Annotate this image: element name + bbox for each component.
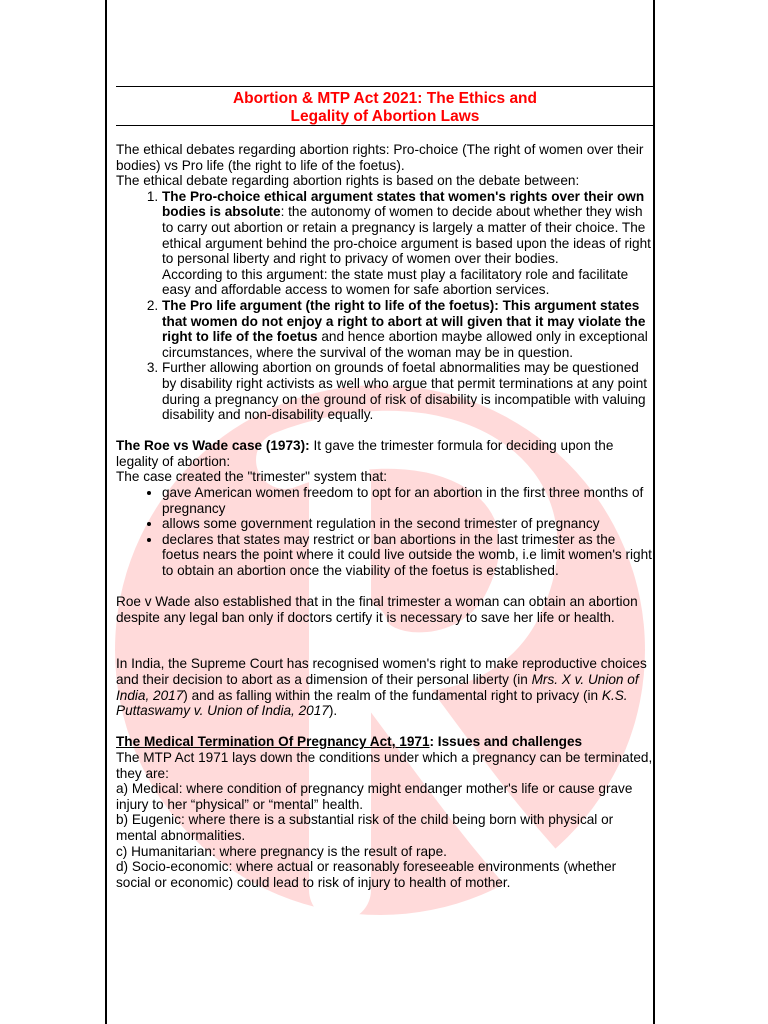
mtp-heading-rest: : Issues and challenges [429, 734, 583, 750]
argument-pro-life-text: and hence abortion maybe allowed only in exceptional circumstances, where the survival of the woman may be in question. [162, 329, 648, 360]
mtp-heading [116, 734, 654, 750]
mtp-condition-medical: a) Medical: where condition of pregnancy might endanger mother's life or cause grave injury to her “physical” or “mental” health. [116, 781, 633, 812]
india-case-2: K.S. Puttaswamy v. Union of India, 2017 [116, 687, 628, 719]
page-border-left [105, 0, 107, 1024]
argument-pro-life-bold: The Pro life argument (the right to life of the foetus): This argument states that women do not enjoy a right to abort at will given that it may violate the right to life of the foetus [162, 297, 646, 345]
ethical-arguments-list [116, 189, 654, 423]
mtp-condition-socio-economic: d) Socio-economic: where actual or reasonably foreseeable environments (whether social or economic) could lead to risk of injury to health of mother. [116, 859, 617, 890]
argument-pro-life [162, 298, 654, 360]
argument-disability-text: Further allowing abortion on grounds of foetal abnormalities may be questioned by disability right activists as well who argue that permit terminations at any point during a pregnancy on the ground of risk of disability is incompatible with valuing disability and non-disability equally. [162, 360, 648, 423]
title-line-2: Legality of Abortion Laws [290, 107, 480, 125]
spacer [116, 719, 654, 735]
roe-heading-bold: The Roe vs Wade case (1973): [116, 438, 310, 454]
intro-paragraph-1: The ethical debates regarding abortion rights: Pro-choice (The right of women over their bodies) vs Pro life (the right to life of the foetus). [116, 142, 644, 173]
trimester-item-2: • allows some government regulation in the second trimester of pregnancy [162, 516, 654, 532]
mtp-heading-underlined: The Medical Termination Of Pregnancy Act, 1971 [116, 734, 430, 750]
document-body [116, 142, 654, 890]
india-text-3: ). [328, 703, 338, 719]
spacer [116, 579, 654, 595]
india-text-2: ) and as falling within the realm of the fundamental right to privacy (in [183, 687, 602, 703]
document-title [116, 90, 654, 125]
mtp-condition-humanitarian: c) Humanitarian: where pregnancy is the result of rape. [116, 843, 447, 859]
trimester-item-3: • declares that states may restrict or ban abortions in the last trimester as the foetus nears the point where it could live outside the womb, i.e limit women's right to obtain an abortion once the viability of the foetus is established. [162, 532, 654, 579]
trimester-item-1: • gave American women freedom to opt for an abortion in the first three months of pregnancy [162, 485, 654, 516]
spacer [116, 625, 654, 656]
argument-disability [162, 360, 654, 422]
argument-pro-choice-bold: The Pro-choice ethical argument states that women's rights over their own bodies is absolute [162, 188, 645, 220]
intro-paragraph-2: The ethical debate regarding abortion rights is based on the debate between: [116, 173, 580, 189]
title-line-1: Abortion & MTP Act 2021: The Ethics and [232, 90, 537, 107]
india-paragraph [116, 656, 654, 718]
roe-heading [116, 438, 654, 469]
argument-pro-choice-extra: According to this argument: the state must play a facilitatory role and facilitate easy and affordable access to women for safe abortion services. [162, 266, 629, 298]
mtp-intro: The MTP Act 1971 lays down the conditions under which a pregnancy can be terminated, they are: [116, 749, 653, 781]
india-case-1: Mrs. X v. Union of India, 2017 [116, 672, 639, 703]
trimester-list [116, 485, 654, 579]
argument-pro-choice [162, 189, 654, 298]
mtp-condition-eugenic: b) Eugenic: where there is a substantial risk of the child being born with physical or mental abnormalities. [116, 812, 614, 843]
roe-intro: The case created the "trimester" system that: [116, 469, 388, 485]
title-rule-bottom [116, 125, 654, 126]
title-rule-top [116, 86, 654, 87]
spacer [116, 423, 654, 439]
roe-final-paragraph: Roe v Wade also established that in the final trimester a woman can obtain an abortion despite any legal ban only if doctors certify it is necessary to save her life or health. [116, 594, 638, 625]
roe-heading-text: It gave the trimester formula for deciding upon the legality of abortion: [116, 438, 614, 469]
argument-pro-choice-text: : the autonomy of women to decide about whether they wish to carry out abortion or retain a pregnancy is largely a matter of their choice. The ethical argument behind the pro-choice argument is based upon the ideas of right to personal liberty and right to privacy of women over their bodies. [162, 204, 651, 267]
india-text-1: In India, the Supreme Court has recognised women's right to make reproductive choices and their decision to abort as a dimension of their personal liberty (in [116, 656, 647, 687]
